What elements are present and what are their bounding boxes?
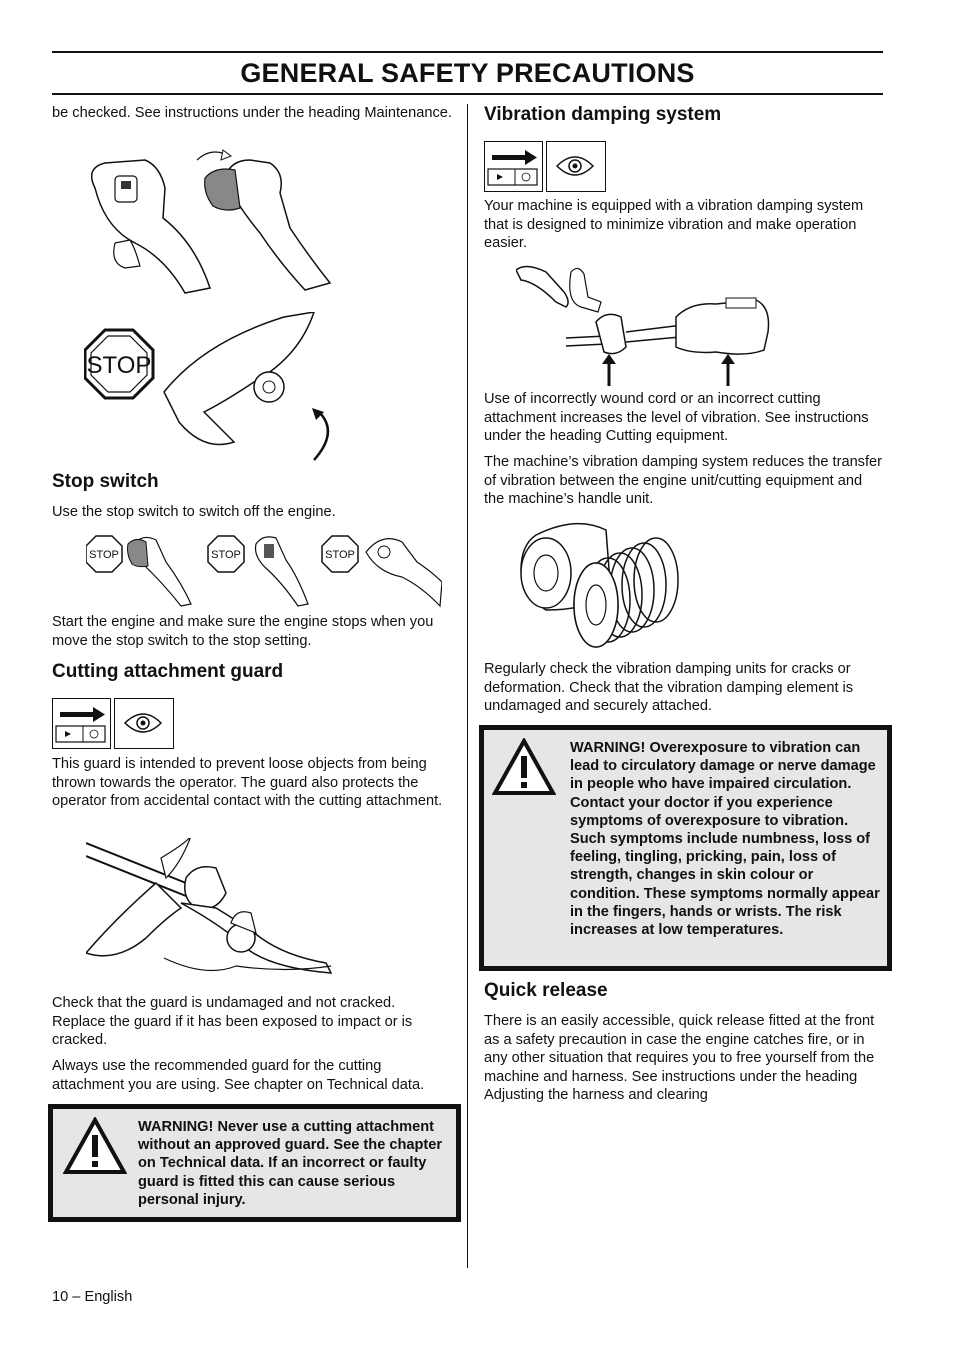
stop-switch-sequence-illustration xyxy=(86,532,442,610)
guard-warning-box xyxy=(48,1104,461,1222)
vibration-damper-machine-illustration xyxy=(516,262,772,386)
quick-release-text: There is an easily accessible, quick release fitted at the front as a safety precaution in case the engine catches fire, or in any other situation that requires you to free yourself from the machine and harness. See instructions under the heading Adjusting the harness and clearing xyxy=(484,1013,875,1104)
header-rule-top xyxy=(52,51,883,53)
svg-text:STOP: STOP xyxy=(325,549,355,561)
vibration-check-text: Regularly check the vibration damping units for cracks or deformation. Check that the vibration damping element is undamaged and securely attached. xyxy=(484,661,854,715)
vibration-reduces-text: The machine’s vibration damping system reduces the transfer of vibration between the engine unit/cutting equipment and the machine’s handle unit. xyxy=(484,454,883,508)
warning-triangle-icon xyxy=(63,1117,127,1175)
vibration-cord-text: Use of incorrectly wound cord or an incorrect cutting attachment increases the level of vibration. See instructions under the heading Cutting equipment. xyxy=(484,391,869,445)
eye-inspect-icon xyxy=(114,698,174,749)
read-manual-icon-2 xyxy=(484,141,543,192)
svg-text:STOP: STOP xyxy=(211,549,241,561)
page-title: GENERAL SAFETY PRECAUTIONS xyxy=(240,58,695,88)
page-footer: 10 – English xyxy=(52,1289,133,1305)
stop-switch-after-text: Start the engine and make sure the engine stops when you move the stop switch to the stop setting. xyxy=(52,614,434,649)
eye-inspect-icon-2 xyxy=(546,141,606,192)
stop-switch-text: Use the stop switch to switch off the engine. xyxy=(52,504,336,520)
stop-switch-heading: Stop switch xyxy=(52,471,159,492)
header-rule-bottom xyxy=(52,93,883,95)
guard-warning-text: WARNING! Never use a cutting attachment without an approved guard. See the chapter on Technical data. If an incorrect or faulty guard is fitted this can cause serious personal injury. xyxy=(138,1119,443,1208)
stop-sign-label: STOP xyxy=(86,352,152,379)
vibration-warning-text: WARNING! Overexposure to vibration can lead to circulatory damage or nerve damage in people who have impaired circulation. Contact your doctor if you experience symptoms of overexposure to vibration. Such symptoms include numbness, loss of feeling, tingling, pricking, pain, loss of strength, changes in skin colour or condition. These symptoms normally appear in the fingers, hands or wrists. The risk increases at low temperatures. xyxy=(570,740,880,939)
guard-always-text: Always use the recommended guard for the cutting attachment you are using. See chapter on Technical data. xyxy=(52,1058,425,1093)
read-manual-icon xyxy=(52,698,111,749)
vibration-warning-box xyxy=(479,725,892,971)
warning-triangle-icon-2 xyxy=(492,738,556,796)
vibration-heading: Vibration damping system xyxy=(484,104,722,125)
guard-heading: Cutting attachment guard xyxy=(52,661,284,682)
column-divider xyxy=(467,104,468,1268)
guard-check-text: Check that the guard is undamaged and not cracked. Replace the guard if it has been exposed to impact or is cracked. xyxy=(52,995,413,1049)
stop-switch-handle-illustration xyxy=(85,148,345,298)
cutting-guard-illustration xyxy=(86,838,336,988)
vibration-text: Your machine is equipped with a vibration damping system that is designed to minimize vibration and make operation easier. xyxy=(484,198,864,252)
intro-text: be checked. See instructions under the heading Maintenance. xyxy=(52,105,452,121)
quick-release-heading: Quick release xyxy=(484,980,608,1001)
svg-text:STOP: STOP xyxy=(89,549,119,561)
vibration-damping-units-illustration xyxy=(516,515,688,655)
guard-text: This guard is intended to prevent loose objects from being thrown towards the operator. The guard also protects the operator from accidental contact with the cutting attachment. xyxy=(52,756,443,810)
stop-trimmer-illustration xyxy=(84,312,344,462)
